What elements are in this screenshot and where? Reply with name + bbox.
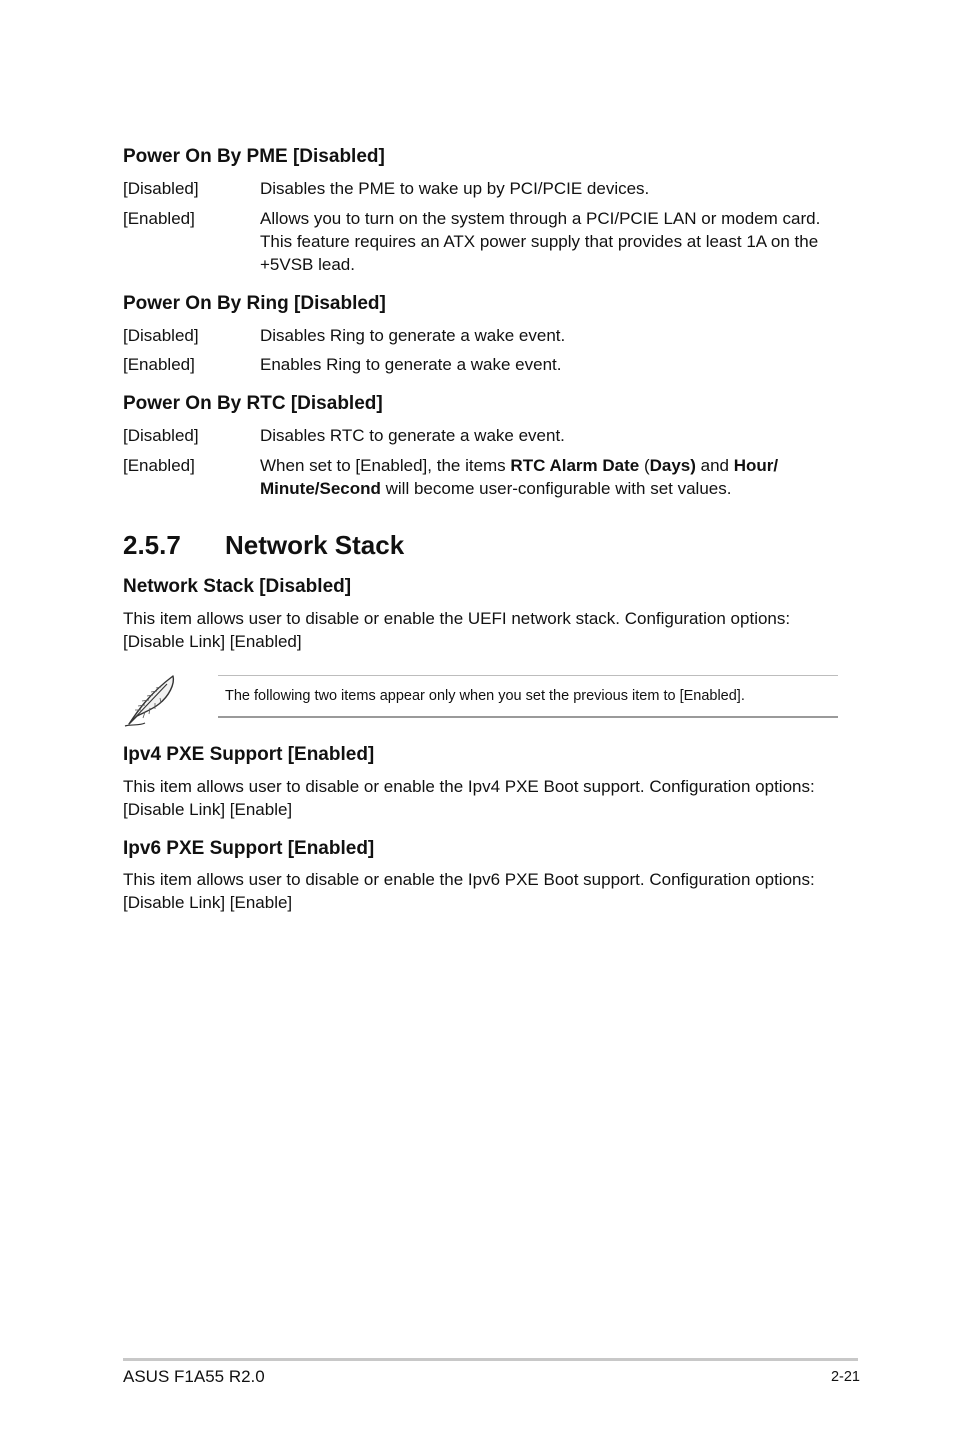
option-description: Enables Ring to generate a wake event. bbox=[260, 355, 562, 374]
option-description: Disables Ring to generate a wake event. bbox=[260, 326, 566, 345]
network-stack-heading: Network Stack [Disabled] bbox=[123, 576, 352, 597]
ring-heading: Power On By Ring [Disabled] bbox=[123, 293, 386, 314]
option-key: [Disabled] bbox=[123, 326, 199, 345]
option-description: Disables RTC to generate a wake event. bbox=[260, 426, 565, 445]
rtc-alarm-date-term: RTC Alarm Date bbox=[510, 456, 640, 475]
option-key: [Enabled] bbox=[123, 355, 195, 374]
desc-text: will become user-configurable with set values. bbox=[380, 479, 732, 498]
section-title bbox=[123, 530, 404, 560]
option-key: [Enabled] bbox=[123, 456, 195, 475]
section-name: Network Stack bbox=[225, 530, 405, 560]
desc-text: When set to [Enabled], the items bbox=[260, 456, 511, 475]
quill-note-icon bbox=[123, 672, 181, 728]
note-text: The following two items appear only when you set the previous item to [Enabled]. bbox=[225, 688, 745, 704]
ipv4-description: This item allows user to disable or enable the Ipv4 PXE Boot support. Configuration options: [Disable Link] [Enable] bbox=[123, 777, 815, 819]
desc-text: and bbox=[695, 456, 734, 475]
network-stack-description: This item allows user to disable or enable the UEFI network stack. Configuration options: [Disable Link] [Enabled] bbox=[123, 609, 791, 651]
note-box bbox=[218, 675, 838, 718]
rtc-heading: Power On By RTC [Disabled] bbox=[123, 393, 383, 414]
option-description: Disables the PME to wake up by PCI/PCIE devices. bbox=[260, 179, 650, 198]
option-key: [Disabled] bbox=[123, 179, 199, 198]
option-description: Allows you to turn on the system through a PCI/PCIE LAN or modem card. This feature requires an ATX power supply that provides at least 1A on the +5VSB lead. bbox=[260, 209, 821, 274]
ipv4-heading: Ipv4 PXE Support [Enabled] bbox=[123, 744, 375, 765]
desc-text: ( bbox=[639, 456, 650, 475]
option-key: [Disabled] bbox=[123, 426, 199, 445]
section-number: 2.5.7 bbox=[123, 530, 181, 560]
footer-page-number: 2-21 bbox=[830, 1369, 860, 1385]
footer-product-name: ASUS F1A55 R2.0 bbox=[123, 1367, 265, 1386]
ipv6-description: This item allows user to disable or enable the Ipv6 PXE Boot support. Configuration options: [Disable Link] [Enable] bbox=[123, 870, 815, 912]
footer-divider bbox=[123, 1358, 858, 1361]
option-key: [Enabled] bbox=[123, 209, 195, 228]
days-term: Days) bbox=[649, 456, 696, 475]
ipv6-heading: Ipv6 PXE Support [Enabled] bbox=[123, 838, 375, 859]
hour-minute-second-term: Hour/ Minute/Second bbox=[260, 456, 779, 498]
pme-heading: Power On By PME [Disabled] bbox=[123, 146, 385, 167]
option-description bbox=[260, 454, 838, 500]
